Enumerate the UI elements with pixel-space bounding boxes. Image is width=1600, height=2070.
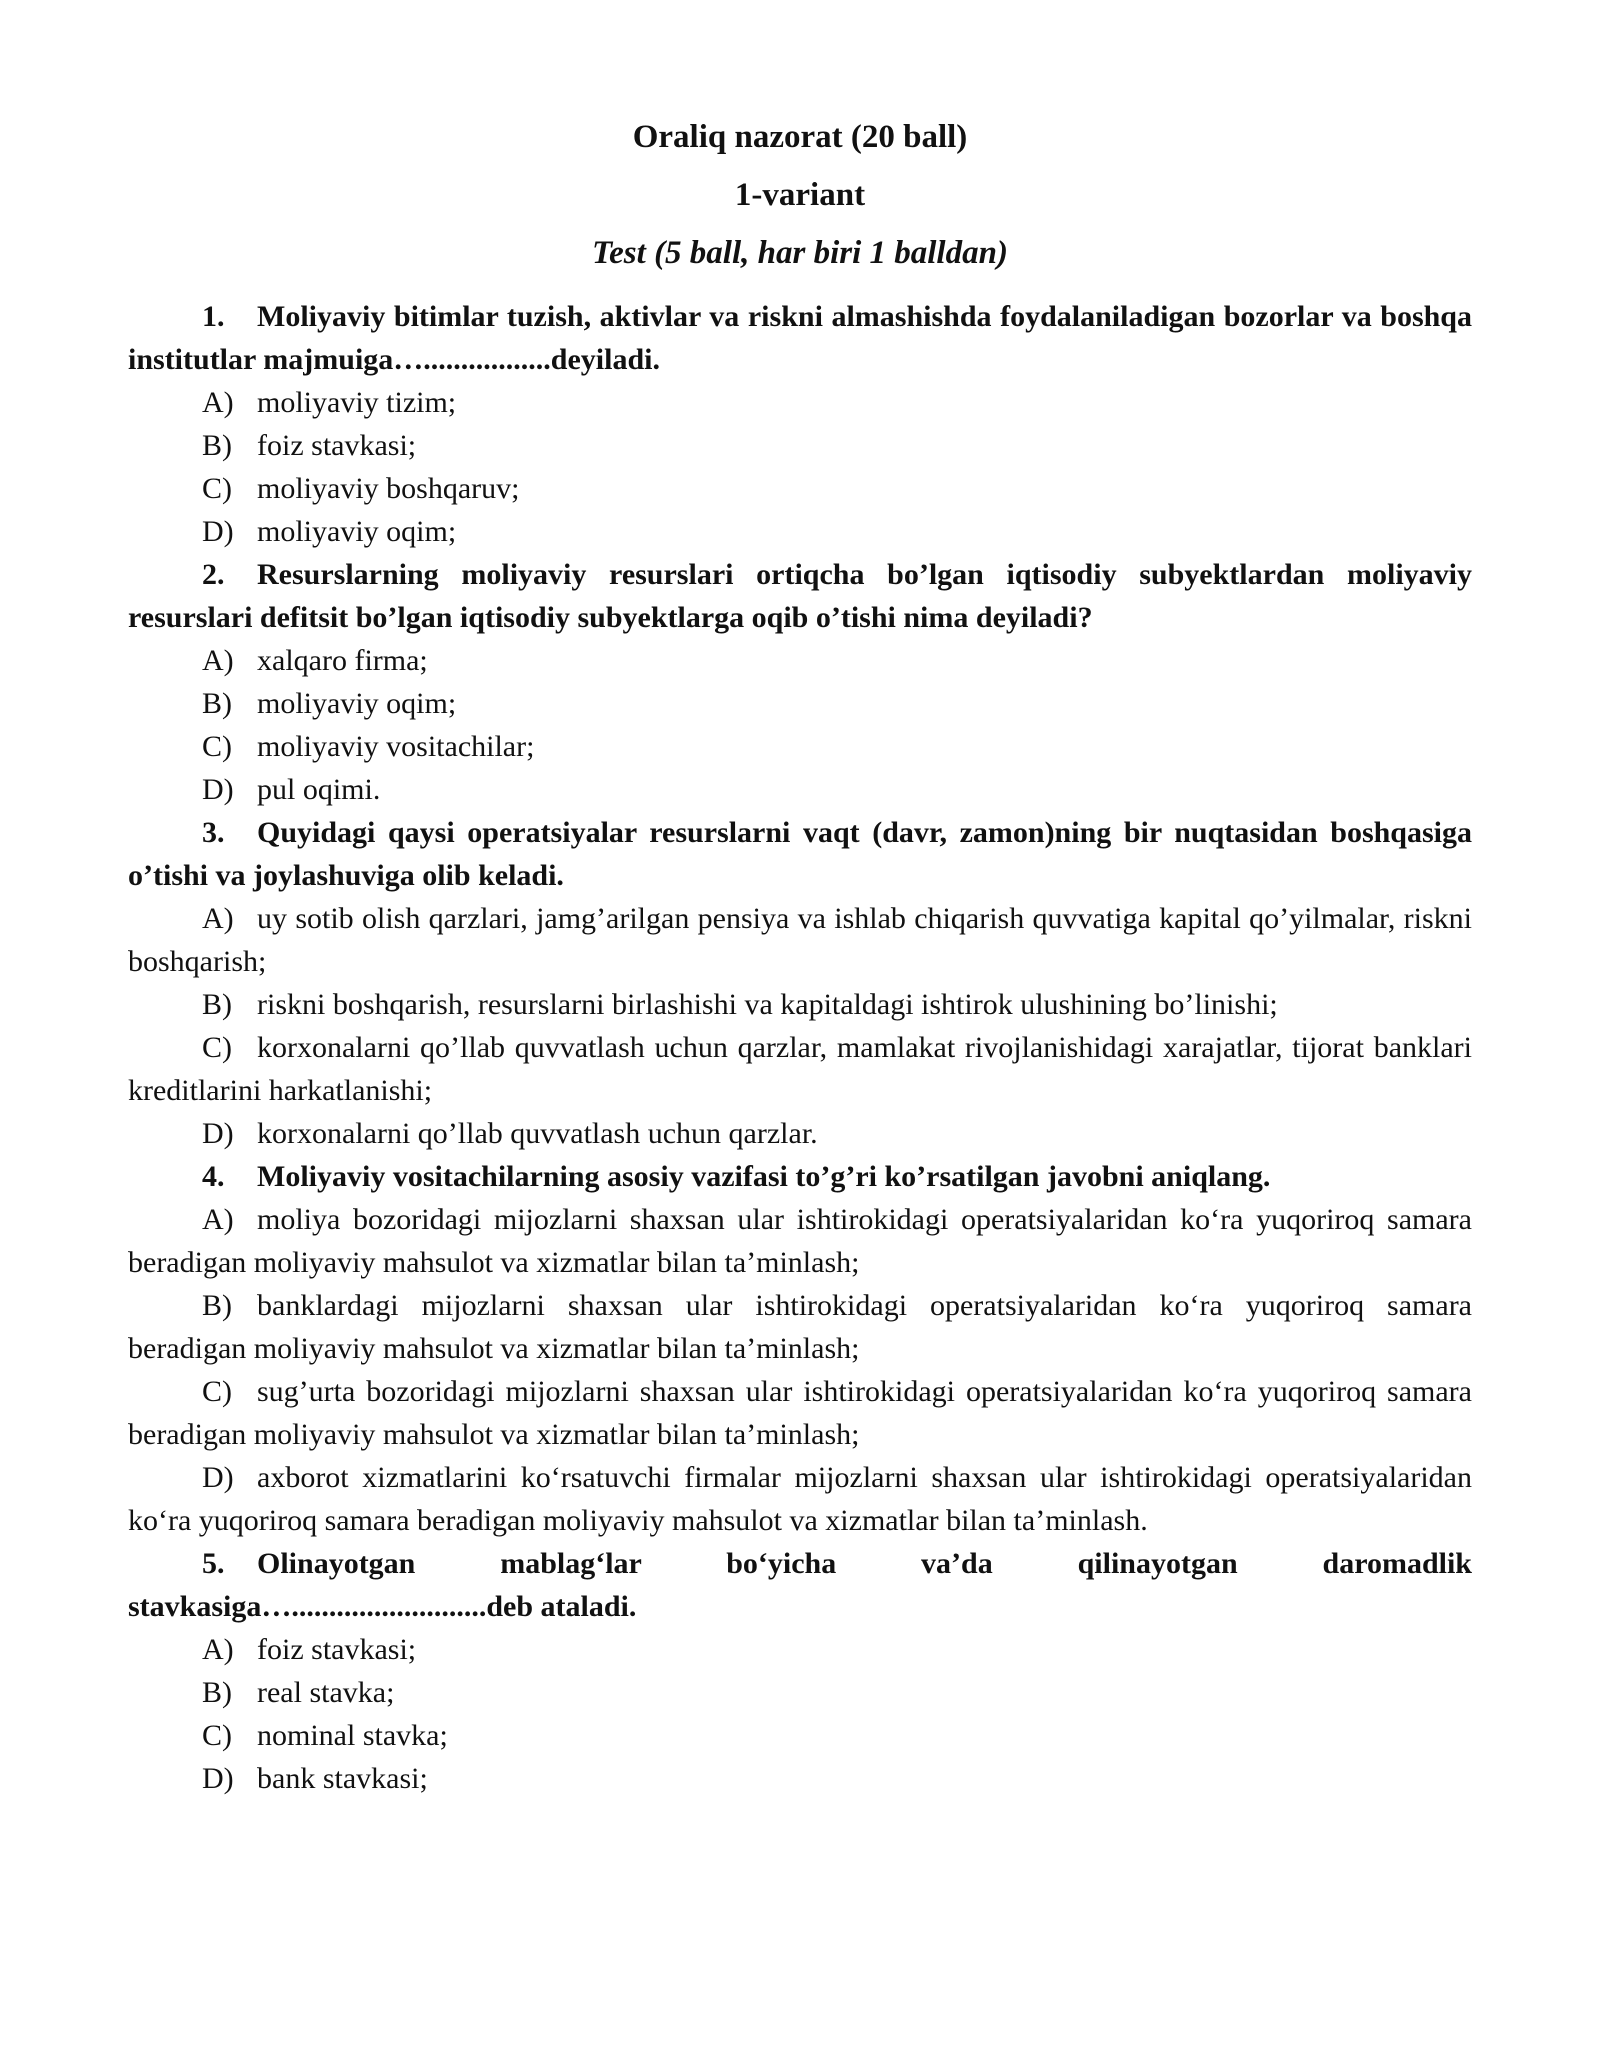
option-letter: C) xyxy=(202,730,232,763)
option-letter: C) xyxy=(202,1719,232,1752)
answer-option xyxy=(128,1112,1472,1155)
variant-heading: 1-variant xyxy=(734,177,866,213)
option-text: uy sotib olish qarzlari, jamg’arilgan pensiya va ishlab chiqarish quvvatiga kapital qo’yilmalar, riskni boshqarish; xyxy=(128,902,1472,978)
question-number: 4. xyxy=(202,1160,225,1193)
option-letter: D) xyxy=(202,1461,234,1494)
option-text: nominal stavka; xyxy=(257,1719,448,1752)
question-2-text xyxy=(128,553,1472,639)
option-letter: B) xyxy=(202,687,232,720)
option-letter: B) xyxy=(202,1289,232,1322)
option-letter: D) xyxy=(202,515,234,548)
question-number: 2. xyxy=(202,558,225,591)
option-letter: A) xyxy=(202,386,234,419)
question-text: Moliyaviy vositachilarning asosiy vazifasi to’g’ri ko’rsatilgan javobni aniqlang. xyxy=(257,1160,1271,1193)
answer-option xyxy=(128,768,1472,811)
question-text: Quyidagi qaysi operatsiyalar resurslarni vaqt (davr, zamon)ning bir nuqtasidan boshqasiga o’tishi va joylashuviga olib keladi. xyxy=(128,816,1472,892)
option-text: moliyaviy oqim; xyxy=(257,687,457,720)
question-3 xyxy=(128,811,1472,1155)
option-text: banklardagi mijozlarni shaxsan ular ishtirokidagi operatsiyalaridan koʻra yuqoriroq samara beradigan moliyaviy mahsulot va xizmatlar bilan ta’minlash; xyxy=(128,1289,1472,1365)
option-letter: C) xyxy=(202,1031,232,1064)
answer-option xyxy=(128,639,1472,682)
option-text: xalqaro firma; xyxy=(257,644,428,677)
option-text: moliya bozoridagi mijozlarni shaxsan ular ishtirokidagi operatsiyalaridan koʻra yuqoriroq samara beradigan moliyaviy mahsulot va xizmatlar bilan ta’minlash; xyxy=(128,1203,1472,1279)
answer-option xyxy=(128,510,1472,553)
option-letter: A) xyxy=(202,1203,234,1236)
option-text: foiz stavkasi; xyxy=(257,1633,417,1666)
question-1-text xyxy=(128,295,1472,381)
option-letter: C) xyxy=(202,1375,232,1408)
option-text: pul oqimi. xyxy=(257,773,381,806)
answer-option xyxy=(128,897,1472,983)
question-4 xyxy=(128,1155,1472,1542)
question-1 xyxy=(128,295,1472,553)
question-text: Moliyaviy bitimlar tuzish, aktivlar va riskni almashishda foydalaniladigan bozorlar va boshqa institutlar majmuiga….................deyiladi. xyxy=(128,300,1472,376)
option-text: sug’urta bozoridagi mijozlarni shaxsan ular ishtirokidagi operatsiyalaridan koʻra yuqoriroq samara beradigan moliyaviy mahsulot va xizmatlar bilan ta’minlash; xyxy=(128,1375,1472,1451)
answer-option xyxy=(128,1370,1472,1456)
option-letter: D) xyxy=(202,1762,234,1795)
option-letter: B) xyxy=(202,988,232,1021)
document-title: Oraliq nazorat (20 ball) xyxy=(632,119,968,155)
answer-option xyxy=(128,725,1472,768)
test-document xyxy=(128,108,1472,1800)
question-2 xyxy=(128,553,1472,811)
option-letter: A) xyxy=(202,644,234,677)
question-4-text xyxy=(128,1155,1472,1198)
option-letter: B) xyxy=(202,429,232,462)
question-number: 1. xyxy=(202,300,225,333)
question-number: 3. xyxy=(202,816,225,849)
answer-option xyxy=(128,424,1472,467)
option-text: korxonalarni qo’llab quvvatlash uchun qarzlar. xyxy=(257,1117,818,1150)
question-text: Olinayotgan mablagʻlar boʻyicha va’da qilinayotgan daromadlik stavkasiga…..........................deb ataladi. xyxy=(128,1547,1472,1623)
option-text: moliyaviy oqim; xyxy=(257,515,457,548)
answer-option xyxy=(128,1456,1472,1542)
option-text: moliyaviy boshqaruv; xyxy=(257,472,520,505)
answer-option xyxy=(128,682,1472,725)
option-text: bank stavkasi; xyxy=(257,1762,428,1795)
answer-option xyxy=(128,1026,1472,1112)
answer-option xyxy=(128,467,1472,510)
option-letter: A) xyxy=(202,1633,234,1666)
option-letter: D) xyxy=(202,773,234,806)
answer-option xyxy=(128,1671,1472,1714)
option-text: real stavka; xyxy=(257,1676,395,1709)
option-letter: C) xyxy=(202,472,232,505)
option-letter: A) xyxy=(202,902,234,935)
answer-option xyxy=(128,1628,1472,1671)
answer-option xyxy=(128,1714,1472,1757)
option-text: korxonalarni qo’llab quvvatlash uchun qarzlar, mamlakat rivojlanishidagi xarajatlar, tijorat banklari kreditlarini harkatlanishi; xyxy=(128,1031,1472,1107)
option-text: moliyaviy vositachilar; xyxy=(257,730,535,763)
question-3-text xyxy=(128,811,1472,897)
question-5-text xyxy=(128,1542,1472,1628)
option-letter: B) xyxy=(202,1676,232,1709)
answer-option xyxy=(128,983,1472,1026)
question-5 xyxy=(128,1542,1472,1800)
answer-option xyxy=(128,1757,1472,1800)
answer-option xyxy=(128,1284,1472,1370)
question-text: Resurslarning moliyaviy resurslari ortiqcha bo’lgan iqtisodiy subyektlardan moliyaviy resurslari defitsit bo’lgan iqtisodiy subyektlarga oqib o’tishi nima deyiladi? xyxy=(128,558,1472,634)
question-number: 5. xyxy=(202,1547,225,1580)
option-letter: D) xyxy=(202,1117,234,1150)
option-text: foiz stavkasi; xyxy=(257,429,417,462)
option-text: axborot xizmatlarini koʻrsatuvchi firmalar mijozlarni shaxsan ular ishtirokidagi operatsiyalaridan koʻra yuqoriroq samara beradigan moliyaviy mahsulot va xizmatlar bilan ta’minlash. xyxy=(128,1461,1472,1537)
answer-option xyxy=(128,1198,1472,1284)
option-text: riskni boshqarish, resurslarni birlashishi va kapitaldagi ishtirok ulushining bo’linishi; xyxy=(257,988,1278,1021)
test-subtitle: Test (5 ball, har biri 1 balldan) xyxy=(592,235,1008,271)
option-text: moliyaviy tizim; xyxy=(257,386,457,419)
answer-option xyxy=(128,381,1472,424)
